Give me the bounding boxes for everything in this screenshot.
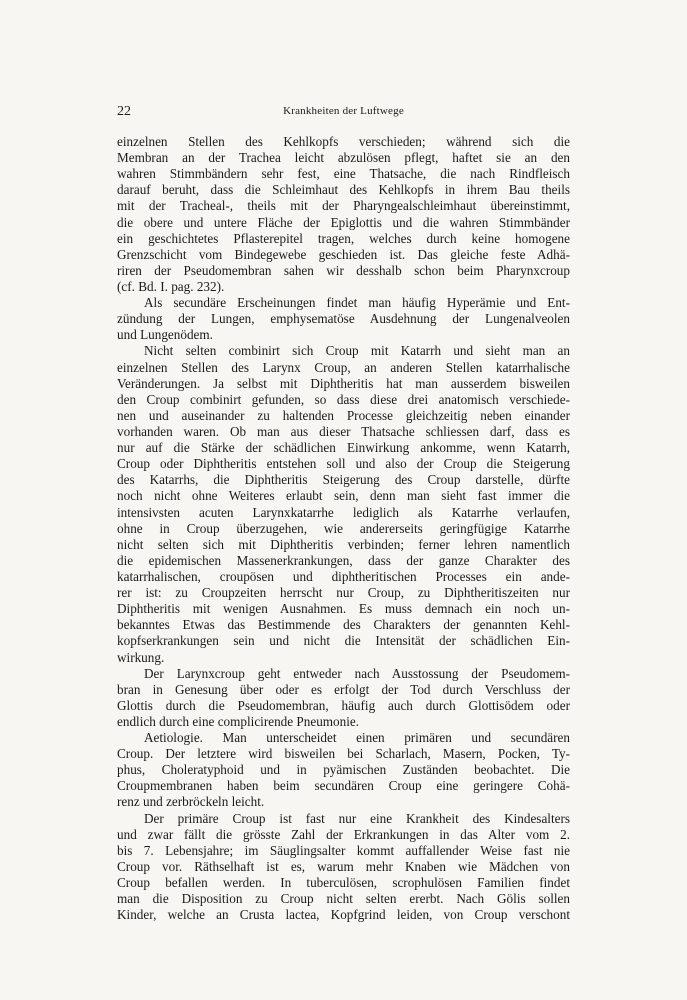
text-line: noch nicht ohne Weiteres erlaubt sein, denn man sieht fast immer die <box>117 488 570 504</box>
text-line: Croup. Der letztere wird bisweilen bei Scharlach, Masern, Pocken, Ty- <box>117 746 570 762</box>
text-line: einzelnen Stellen des Kehlkopfs verschieden; während sich die <box>117 134 570 149</box>
text-line: Nicht selten combinirt sich Croup mit Katarrh und sieht man an <box>144 343 570 359</box>
text-line: nur auf die Stärke der schädlichen Einwirkung ankomme, wenn Katarrh, <box>117 440 570 456</box>
text-line: Aetiologie. Man unterscheidet einen primären und secundären <box>144 730 570 746</box>
text-line: die epidemischen Massenerkrankungen, dass der ganze Charakter des <box>117 552 570 568</box>
text-line: riren der Pseudomembran sahen wir desshalb schon beim Pharynxcroup <box>117 262 570 278</box>
text-line: (cf. Bd. I. pag. 232). <box>117 278 225 294</box>
page-number: 22 <box>117 104 131 119</box>
text-line: renz und zerbröckeln leicht. <box>117 794 265 810</box>
text-line: bekanntes Etwas das Bestimmende des Charakters der genannten Kehl- <box>117 617 570 633</box>
text-line: intensivsten acuten Larynxkatarrhe lediglich als Katarrhe verlaufen, <box>117 504 570 520</box>
text-line: bis 7. Lebensjahre; im Säuglingsalter kommt auffallender Weise fast nie <box>117 842 570 858</box>
text-line: ein geschichtetes Pflasterepitel tragen, welches durch keine homogene <box>117 230 570 246</box>
text-line: Membran an der Trachea leicht abzulösen pflegt, haftet sie an den <box>117 150 570 166</box>
text-line: wirkung. <box>117 649 165 665</box>
text-line: Der Larynxcroup geht entweder nach Ausstossung der Pseudomem- <box>144 665 570 681</box>
text-line: und Lungenödem. <box>117 327 213 343</box>
text-line: Grenzschicht vom Bindegewebe geschieden ist. Das gleiche feste Adhä- <box>117 246 570 262</box>
text-line: endlich durch eine complicirende Pneumonie. <box>117 713 360 729</box>
text-line: nen und auseinander zu haltenden Processe gleichzeitig neben einander <box>117 407 570 423</box>
text-line: Glottis durch die Pseudomembran, häufig auch durch Glottisödem oder <box>117 697 570 713</box>
text-line: darauf beruht, dass die Schleimhaut des Kehlkopfs in ihrem Bau theils <box>117 182 570 198</box>
text-line: die obere und untere Fläche der Epiglottis und die wahren Stimmbänder <box>117 214 570 230</box>
text-line: Kinder, welche an Crusta lactea, Kopfgrind leiden, von Croup verschont <box>117 907 570 923</box>
text-line: Croup vor. Räthselhaft ist es, warum mehr Knaben wie Mädchen von <box>117 858 570 874</box>
body-text <box>117 134 570 923</box>
text-line: zündung der Lungen, emphysematöse Ausdehnung der Lungenalveolen <box>117 311 570 327</box>
text-line: den Croup combinirt gefunden, so dass diese drei anatomisch verschiede- <box>117 391 570 407</box>
text-line: einzelnen Stellen des Larynx Croup, an anderen Stellen katarrhalische <box>117 359 570 375</box>
text-line: wahren Stimmbändern sehr fest, eine Thatsache, die nach Rindfleisch <box>117 166 570 182</box>
page-header <box>117 104 570 122</box>
text-line: kopfserkrankungen sein und nicht die Intensität der schädlichen Ein- <box>117 633 570 649</box>
text-line: Der primäre Croup ist fast nur eine Krankheit des Kindesalters <box>144 810 570 826</box>
text-line: und zwar fällt die grösste Zahl der Erkrankungen in das Alter vom 2. <box>117 826 570 842</box>
running-title: Krankheiten der Luftwege <box>283 105 404 117</box>
text-line: rer ist: zu Croupzeiten herrscht nur Croup, zu Diphtheritiszeiten nur <box>117 585 570 601</box>
text-line: phus, Choleratyphoid und in pyämischen Zuständen beobachtet. Die <box>117 762 570 778</box>
text-line: Veränderungen. Ja selbst mit Diphtheritis hat man ausserdem bisweilen <box>117 375 570 391</box>
text-line: des Katarrhs, die Diphtheritis Steigerung des Croup darstelle, dürfte <box>117 472 570 488</box>
text-line: Croupmembranen haben beim secundären Croup eine geringere Cohä- <box>117 778 570 794</box>
text-line: Diphtheritis mit wenigen Ausnahmen. Es muss demnach ein noch un- <box>117 601 570 617</box>
text-line: mit der Tracheal-, theils mit der Pharyngealschleimhaut übereinstimmt, <box>117 198 570 214</box>
text-line: man die Disposition zu Croup nicht selten ererbt. Nach Gölis sollen <box>117 891 570 907</box>
text-line: nicht selten sich mit Diphtheritis verbinden; ferner lehren namentlich <box>117 536 570 552</box>
text-line: bran in Genesung über oder es erfolgt der Tod durch Verschluss der <box>117 681 570 697</box>
text-line: katarrhalischen, croupösen und diphtheritischen Processes ein ande- <box>117 568 570 584</box>
text-line: Croup befallen werden. In tuberculösen, scrophulösen Familien findet <box>117 875 570 891</box>
text-line: Croup oder Diphtheritis entstehen soll und also der Croup die Steigerung <box>117 456 570 472</box>
text-line: ohne in Croup überzugehen, wie andererseits geringfügige Katarrhe <box>117 520 570 536</box>
text-line: Als secundäre Erscheinungen findet man häufig Hyperämie und Ent- <box>144 295 570 311</box>
text-line: vorhanden waren. Ob man aus dieser Thatsache schliessen darf, dass es <box>117 423 570 439</box>
